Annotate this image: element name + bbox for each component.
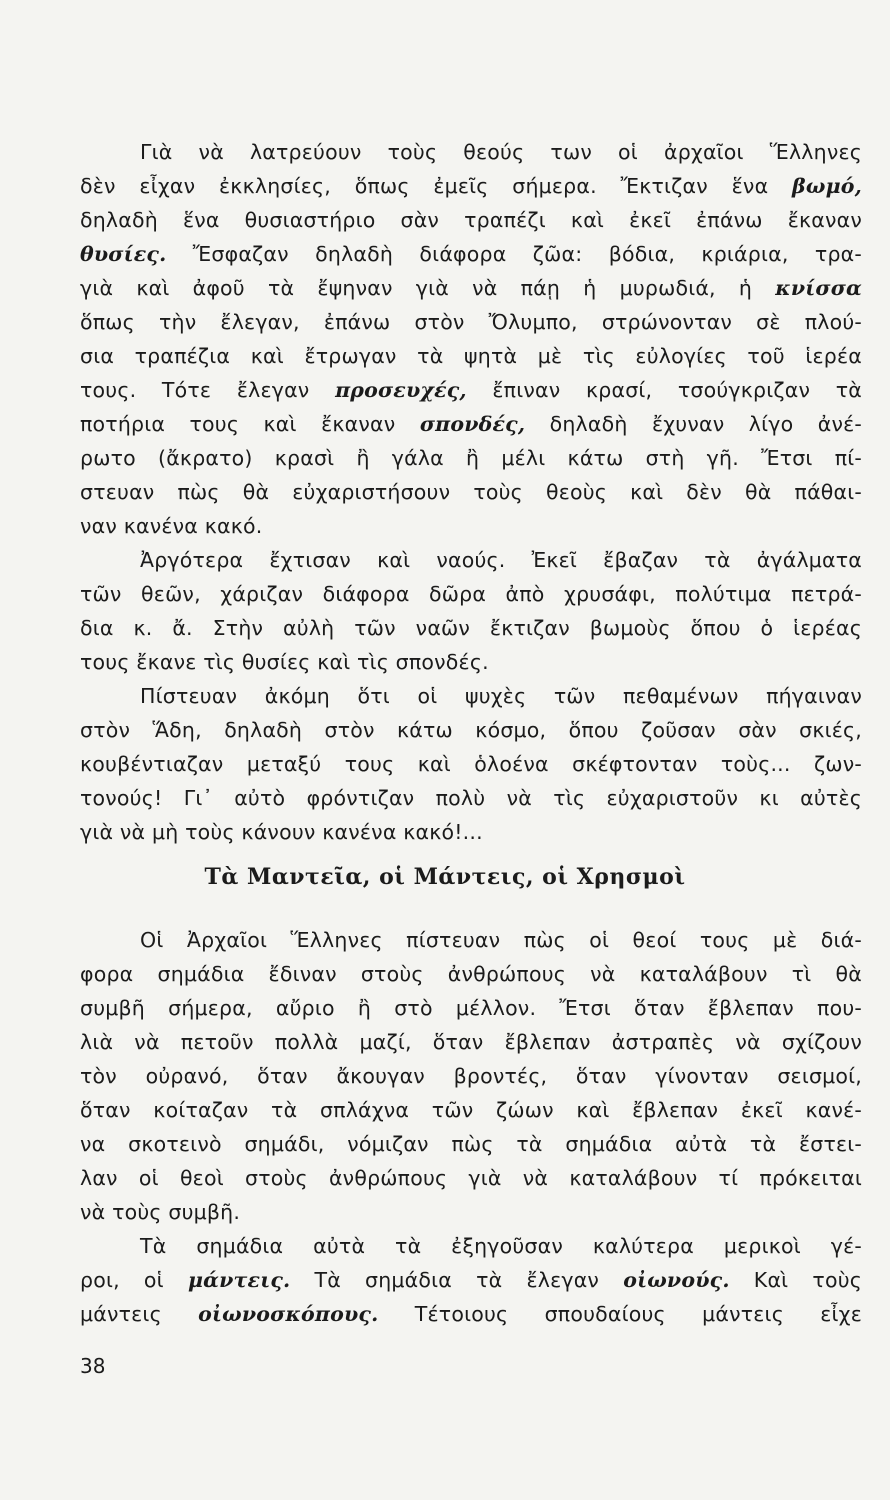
emphasis-term: οἰωνοσκόπους. [198, 1302, 379, 1326]
text-line: ναν κανένα κακό. [80, 514, 263, 538]
text-line: τους. Τότε ἔλεγαν προσευχές, ἔπιναν κρασί, τσούγκριζαν τὰ [80, 378, 862, 402]
text-line: ὅταν κοίταζαν τὰ σπλάχνα τῶν ζώων καὶ ἔβλεπαν ἐκεῖ κανέ- [80, 1098, 862, 1122]
text-line: φορα σημάδια ἔδιναν στοὺς ἀνθρώπους νὰ καταλάβουν τὶ θὰ [80, 962, 862, 986]
text-line: σια τραπέζια καὶ ἔτρωγαν τὰ ψητὰ μὲ τὶς εὐλογίες τοῦ ἱερέα [80, 344, 862, 368]
text-line: Ἀργότερα ἔχτισαν καὶ ναούς. Ἐκεῖ ἔβαζαν τὰ ἀγάλματα [140, 548, 862, 572]
text-line: λαν οἱ θεοὶ στοὺς ἀνθρώπους γιὰ νὰ καταλάβουν τί πρόκειται [80, 1166, 862, 1190]
text-line: τὸν οὐρανό, ὅταν ἄκουγαν βροντές, ὅταν γίνονταν σεισμοί, [80, 1064, 862, 1088]
text-line: στευαν πὼς θὰ εὐχαριστήσουν τοὺς θεοὺς καὶ δὲν θὰ πάθαι- [80, 480, 862, 504]
text-line: ποτήρια τους καὶ ἔκαναν σπονδές, δηλαδὴ ἔχυναν λίγο ἀνέ- [80, 412, 863, 436]
text-line: Πίστευαν ἀκόμη ὅτι οἱ ψυχὲς τῶν πεθαμένων πήγαιναν [140, 684, 862, 708]
emphasis-term: κνίσσα [775, 276, 862, 300]
text-line: λιὰ νὰ πετοῦν πολλὰ μαζί, ὅταν ἔβλεπαν ἀστραπὲς νὰ σχίζουν [80, 1030, 862, 1054]
text-line: κουβέντιαζαν μεταξύ τους καὶ ὁλοένα σκέφτονταν τοὺς... ζων- [80, 752, 862, 776]
emphasis-term: προσευχές, [335, 378, 467, 402]
text-line: συμβῆ σήμερα, αὔριο ἢ στὸ μέλλον. Ἔτσι ὅταν ἔβλεπαν που- [80, 996, 862, 1020]
text-line: Τὰ σημάδια αὐτὰ τὰ ἐξηγοῦσαν καλύτερα μερικοὶ γέ- [140, 1234, 862, 1258]
text-line: τῶν θεῶν, χάριζαν διάφορα δῶρα ἀπὸ χρυσάφι, πολύτιμα πετρά- [80, 582, 862, 606]
page-number: 38 [80, 1354, 106, 1378]
text-line: να σκοτεινὸ σημάδι, νόμιζαν πὼς τὰ σημάδια αὐτὰ τὰ ἔστει- [80, 1132, 862, 1156]
text-line: Γιὰ νὰ λατρεύουν τοὺς θεούς των οἱ ἀρχαῖοι Ἕλληνες [140, 140, 862, 164]
text-line: δηλαδὴ ἕνα θυσιαστήριο σὰν τραπέζι καὶ ἐκεῖ ἐπάνω ἔκαναν [80, 208, 862, 232]
emphasis-term: βωμό, [792, 174, 862, 198]
emphasis-term: μάντεις. [187, 1268, 291, 1292]
text-line: γιὰ καὶ ἀφοῦ τὰ ἔψηναν γιὰ νὰ πάῃ ἡ μυρωδιά, ἡ κνίσσα [80, 276, 862, 300]
section-heading: Τὰ Μαντεῖα, οἱ Μάντεις, οἱ Χρησμοὶ [204, 864, 686, 890]
emphasis-term: οἰωνούς. [623, 1268, 730, 1292]
text-line: τους ἔκανε τὶς θυσίες καὶ τὶς σπονδές. [80, 650, 489, 674]
text-line: ρωτο (ἄκρατο) κρασὶ ἢ γάλα ἢ μέλι κάτω στὴ γῆ. Ἔτσι πί- [80, 446, 862, 470]
text-line: δὲν εἶχαν ἐκκλησίες, ὅπως ἐμεῖς σήμερα. Ἔκτιζαν ἕνα βωμό, [80, 174, 862, 198]
emphasis-term: σπονδές, [419, 412, 526, 436]
text-line: δια κ. ἄ. Στὴν αὐλὴ τῶν ναῶν ἔκτιζαν βωμοὺς ὅπου ὁ ἱερέας [80, 616, 862, 640]
text-line: Οἱ Ἀρχαῖοι Ἕλληνες πίστευαν πὼς οἱ θεοί τους μὲ διά- [140, 928, 862, 952]
text-line: γιὰ νὰ μὴ τοὺς κάνουν κανένα κακό!... [80, 820, 483, 844]
text-line: θυσίες. Ἔσφαζαν δηλαδὴ διάφορα ζῶα: βόδια, κριάρια, τρα- [80, 242, 862, 266]
text-line: στὸν Ἅδη, δηλαδὴ στὸν κάτω κόσμο, ὅπου ζοῦσαν σὰν σκιές, [80, 718, 862, 742]
text-line: μάντεις οἰωνοσκόπους. Τέτοιους σπουδαίους μάντεις εἶχε [80, 1302, 863, 1326]
text-line: ροι, οἱ μάντεις. Τὰ σημάδια τὰ ἔλεγαν οἰωνούς. Καὶ τοὺς [80, 1268, 862, 1292]
text-line: νὰ τοὺς συμβῆ. [80, 1200, 241, 1224]
text-line: ὅπως τὴν ἔλεγαν, ἐπάνω στὸν Ὄλυμπο, στρώνονταν σὲ πλού- [80, 310, 862, 334]
emphasis-term: θυσίες. [80, 242, 167, 266]
text-line: τονούς! Γι᾿ αὐτὸ φρόντιζαν πολὺ νὰ τὶς εὐχαριστοῦν κι αὐτὲς [80, 786, 862, 810]
